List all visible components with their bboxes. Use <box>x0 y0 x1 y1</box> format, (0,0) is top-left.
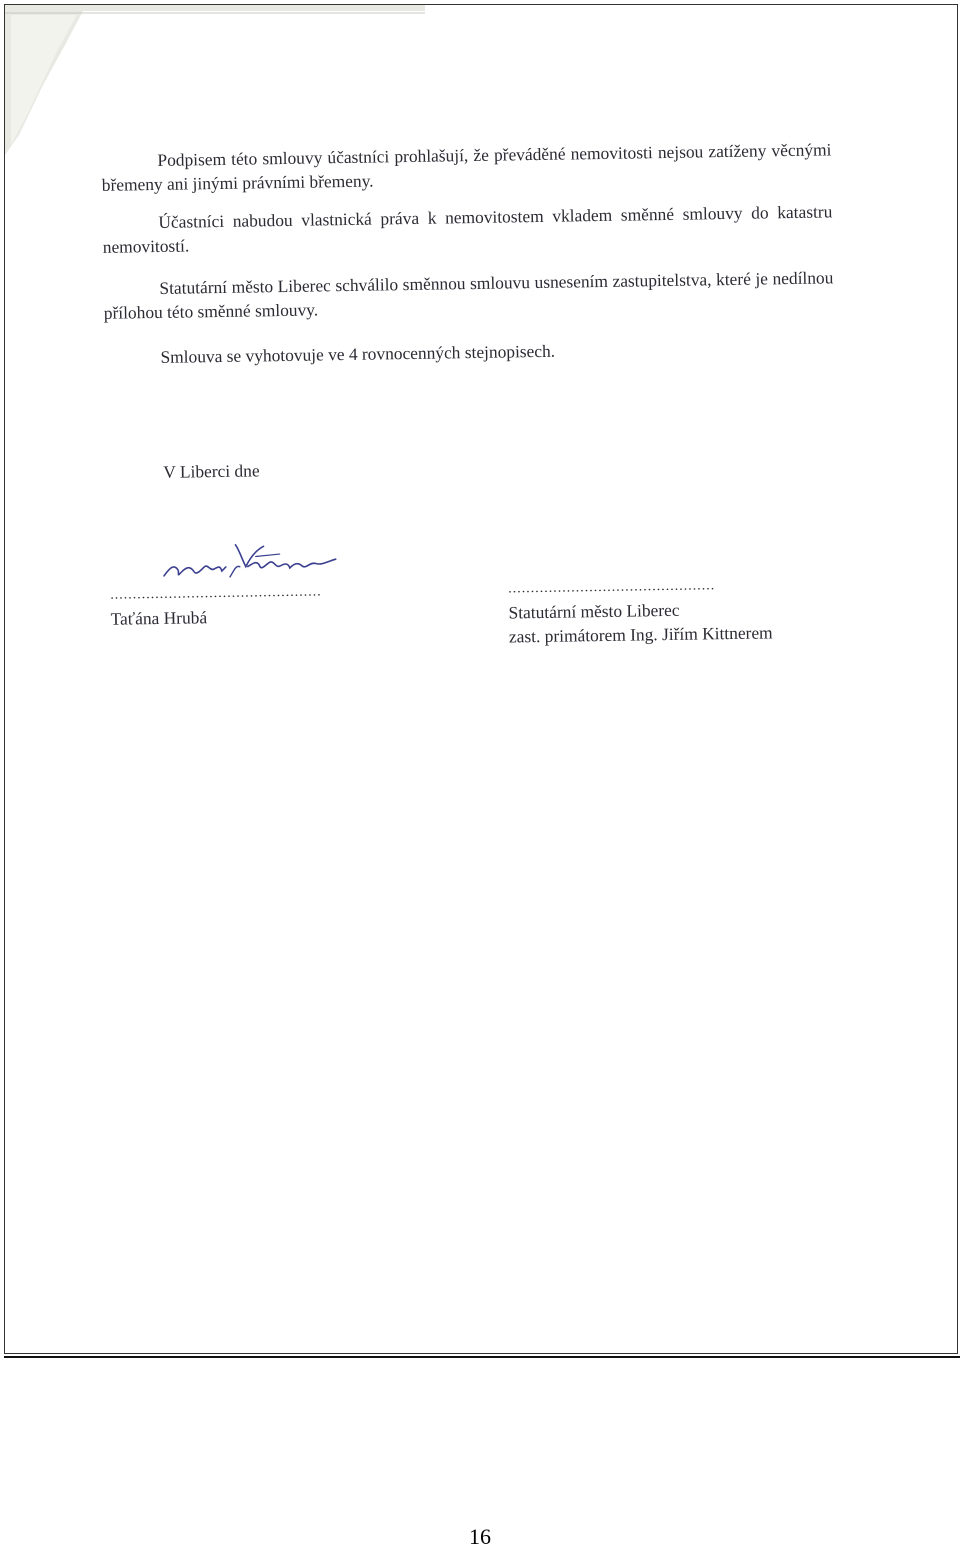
page-number: 16 <box>469 1524 491 1549</box>
page-divider <box>4 1356 960 1358</box>
paragraph-ownership-rights: Účastníci nabudou vlastnická práva k nemovitostem vkladem směnné smlouvy do katastru nemovitostí. <box>102 201 833 257</box>
handwritten-signature <box>159 535 350 586</box>
signature-block-left <box>109 534 430 631</box>
paragraph-encumbrances: Podpisem této smlouvy účastníci prohlašují, že převáděné nemovitosti nejsou zatíženy věcnými břemeny ani jinými právními břemeny. <box>101 139 832 195</box>
scanned-page <box>4 4 958 1354</box>
signature-block-right <box>508 541 830 648</box>
place-date-line: V Liberci dne <box>163 460 260 482</box>
signatory-name-right: Statutární město Liberec <box>508 599 680 623</box>
signature-line-right: .............................................. <box>508 578 716 597</box>
signatory-name-left: Taťána Hrubá <box>110 607 208 629</box>
paragraph-city-approval: Statutární město Liberec schválilo směnnou smlouvu usnesením zastupitelstva, které je nedílnou přílohou této směnné smlouvy. <box>103 267 834 323</box>
signature-line-left: ............................................... <box>110 584 322 603</box>
document-body <box>4 4 958 712</box>
signatory-representative: zast. primátorem Ing. Jiřím Kittnerem <box>508 622 773 647</box>
paragraph-copies: Smlouva se vyhotovuje ve 4 rovnocenných stejnopisech. <box>160 340 556 367</box>
